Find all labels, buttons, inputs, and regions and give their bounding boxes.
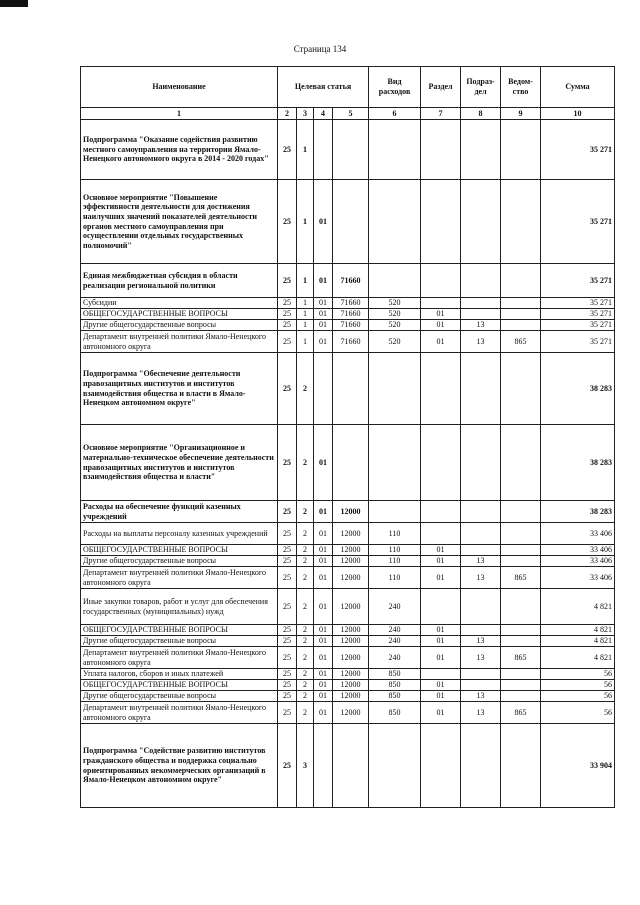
cell-c3: 2 (297, 647, 314, 669)
cell-c3: 2 (297, 501, 314, 523)
cell-name: Департамент внутренней политики Ямало-Ненецкого автономного округа (81, 331, 278, 353)
cell-c5: 12000 (333, 589, 369, 625)
cell-c3: 2 (297, 625, 314, 636)
cell-c3: 2 (297, 691, 314, 702)
cell-c4: 01 (314, 556, 333, 567)
cell-c5: 12000 (333, 523, 369, 545)
cell-sum: 35 271 (541, 298, 615, 309)
cell-c4: 01 (314, 264, 333, 298)
cell-vid: 520 (369, 309, 421, 320)
cell-c2: 25 (278, 298, 297, 309)
cell-c4: 01 (314, 647, 333, 669)
cell-podrazdel: 13 (461, 691, 501, 702)
cell-ved (501, 180, 541, 264)
cell-vid: 520 (369, 320, 421, 331)
cell-ved (501, 120, 541, 180)
cell-podrazdel (461, 264, 501, 298)
cell-sum: 4 821 (541, 647, 615, 669)
cell-c2: 25 (278, 625, 297, 636)
cell-vid: 110 (369, 523, 421, 545)
cell-c5: 12000 (333, 669, 369, 680)
cell-vid: 850 (369, 669, 421, 680)
cell-ved (501, 589, 541, 625)
table-row (81, 647, 615, 669)
cell-c5 (333, 180, 369, 264)
column-number: 9 (501, 108, 541, 120)
cell-sum: 56 (541, 669, 615, 680)
cell-ved: 865 (501, 567, 541, 589)
table-row (81, 320, 615, 331)
cell-razdel: 01 (421, 545, 461, 556)
cell-c5 (333, 353, 369, 425)
cell-c2: 25 (278, 309, 297, 320)
cell-podrazdel (461, 545, 501, 556)
cell-c4: 01 (314, 691, 333, 702)
cell-ved (501, 680, 541, 691)
cell-podrazdel: 13 (461, 320, 501, 331)
cell-c4 (314, 353, 333, 425)
cell-podrazdel: 13 (461, 647, 501, 669)
cell-vid (369, 180, 421, 264)
cell-name: Иные закупки товаров, работ и услуг для обеспечения государственных (муниципальных) нужд (81, 589, 278, 625)
table-row (81, 556, 615, 567)
table-row (81, 545, 615, 556)
cell-sum: 35 271 (541, 309, 615, 320)
cell-name: Субсидии (81, 298, 278, 309)
cell-c3: 2 (297, 636, 314, 647)
cell-c4: 01 (314, 523, 333, 545)
cell-c5 (333, 724, 369, 808)
cell-c5: 71660 (333, 331, 369, 353)
cell-vid: 240 (369, 636, 421, 647)
cell-razdel (421, 589, 461, 625)
cell-c4: 01 (314, 669, 333, 680)
cell-vid (369, 120, 421, 180)
table-row (81, 120, 615, 180)
cell-podrazdel (461, 724, 501, 808)
cell-podrazdel: 13 (461, 556, 501, 567)
cell-razdel (421, 180, 461, 264)
cell-c4: 01 (314, 589, 333, 625)
cell-ved (501, 669, 541, 680)
column-number: 2 (278, 108, 297, 120)
cell-c2: 25 (278, 680, 297, 691)
column-number: 10 (541, 108, 615, 120)
cell-c4: 01 (314, 309, 333, 320)
cell-sum: 38 283 (541, 425, 615, 501)
column-number: 4 (314, 108, 333, 120)
cell-vid: 110 (369, 545, 421, 556)
cell-c2: 25 (278, 669, 297, 680)
cell-c3: 2 (297, 545, 314, 556)
page-number: Страница 134 (293, 44, 347, 54)
cell-podrazdel (461, 120, 501, 180)
column-number: 6 (369, 108, 421, 120)
cell-c3: 1 (297, 331, 314, 353)
cell-ved (501, 353, 541, 425)
cell-podrazdel (461, 680, 501, 691)
cell-name: Единая межбюджетная субсидия в области реализации региональной политики (81, 264, 278, 298)
cell-c5 (333, 120, 369, 180)
table-row (81, 523, 615, 545)
cell-name: ОБЩЕГОСУДАРСТВЕННЫЕ ВОПРОСЫ (81, 625, 278, 636)
cell-vid (369, 425, 421, 501)
cell-podrazdel (461, 523, 501, 545)
cell-c5: 12000 (333, 625, 369, 636)
cell-c2: 25 (278, 636, 297, 647)
table-row (81, 309, 615, 320)
cell-sum: 4 821 (541, 589, 615, 625)
column-number: 3 (297, 108, 314, 120)
cell-sum: 4 821 (541, 625, 615, 636)
cell-razdel (421, 353, 461, 425)
cell-razdel (421, 425, 461, 501)
cell-razdel: 01 (421, 331, 461, 353)
cell-c3: 2 (297, 567, 314, 589)
table-row (81, 625, 615, 636)
cell-vid: 240 (369, 625, 421, 636)
cell-c2: 25 (278, 331, 297, 353)
column-number: 8 (461, 108, 501, 120)
cell-razdel: 01 (421, 691, 461, 702)
cell-c5: 12000 (333, 636, 369, 647)
cell-podrazdel (461, 298, 501, 309)
header-name: Наименование (81, 67, 278, 108)
table-row (81, 567, 615, 589)
cell-c4: 01 (314, 680, 333, 691)
cell-sum: 38 283 (541, 501, 615, 523)
cell-name: Основное мероприятие "Повышение эффективности деятельности для достижения наилучших значений показателей деятельности органов местного самоуправления при осуществлении отдельных государственных полномочий" (81, 180, 278, 264)
cell-sum: 4 821 (541, 636, 615, 647)
cell-podrazdel: 13 (461, 636, 501, 647)
table-row (81, 353, 615, 425)
table-row (81, 589, 615, 625)
cell-c5: 71660 (333, 309, 369, 320)
cell-ved: 865 (501, 331, 541, 353)
cell-c5: 12000 (333, 556, 369, 567)
cell-c3: 1 (297, 320, 314, 331)
cell-vid (369, 264, 421, 298)
cell-c3: 1 (297, 180, 314, 264)
cell-name: ОБЩЕГОСУДАРСТВЕННЫЕ ВОПРОСЫ (81, 309, 278, 320)
cell-ved (501, 724, 541, 808)
cell-c2: 25 (278, 691, 297, 702)
cell-c2: 25 (278, 647, 297, 669)
cell-name: Подпрограмма "Содействие развитию институтов гражданского общества и поддержка социально ориентированных некоммерческих организаций в Ямало-Ненецком автономном округе" (81, 724, 278, 808)
cell-c4 (314, 120, 333, 180)
cell-c3: 2 (297, 680, 314, 691)
cell-ved (501, 425, 541, 501)
cell-c4: 01 (314, 320, 333, 331)
cell-c4: 01 (314, 501, 333, 523)
cell-vid: 240 (369, 589, 421, 625)
cell-razdel: 01 (421, 320, 461, 331)
cell-name: Расходы на выплаты персоналу казенных учреждений (81, 523, 278, 545)
cell-c3: 2 (297, 425, 314, 501)
cell-c5: 71660 (333, 298, 369, 309)
cell-vid: 850 (369, 691, 421, 702)
cell-c4: 01 (314, 425, 333, 501)
column-number: 5 (333, 108, 369, 120)
cell-name: Другие общегосударственные вопросы (81, 556, 278, 567)
cell-podrazdel (461, 625, 501, 636)
cell-vid: 850 (369, 702, 421, 724)
cell-razdel (421, 724, 461, 808)
cell-podrazdel (461, 309, 501, 320)
cell-razdel: 01 (421, 309, 461, 320)
cell-vid (369, 501, 421, 523)
cell-razdel (421, 669, 461, 680)
cell-sum: 35 271 (541, 180, 615, 264)
cell-razdel (421, 264, 461, 298)
cell-podrazdel (461, 669, 501, 680)
cell-ved (501, 545, 541, 556)
table-row (81, 264, 615, 298)
cell-c4: 01 (314, 331, 333, 353)
cell-sum: 38 283 (541, 353, 615, 425)
cell-c2: 25 (278, 545, 297, 556)
cell-c2: 25 (278, 353, 297, 425)
cell-podrazdel (461, 180, 501, 264)
cell-c2: 25 (278, 724, 297, 808)
cell-c2: 25 (278, 556, 297, 567)
cell-c2: 25 (278, 702, 297, 724)
table-row (81, 724, 615, 808)
cell-vid (369, 353, 421, 425)
column-number-row (81, 108, 615, 120)
cell-c2: 25 (278, 589, 297, 625)
table-row (81, 298, 615, 309)
column-number: 1 (81, 108, 278, 120)
cell-podrazdel: 13 (461, 702, 501, 724)
cell-name: Другие общегосударственные вопросы (81, 691, 278, 702)
cell-sum: 33 406 (541, 545, 615, 556)
cell-c3: 2 (297, 523, 314, 545)
cell-vid: 520 (369, 298, 421, 309)
header-row (81, 67, 615, 108)
cell-c5: 12000 (333, 545, 369, 556)
cell-razdel: 01 (421, 567, 461, 589)
cell-c4: 01 (314, 180, 333, 264)
header-vedomstvo: Ведом-ство (501, 67, 541, 108)
cell-name: Расходы на обеспечение функций казенных учреждений (81, 501, 278, 523)
cell-razdel (421, 120, 461, 180)
header-target: Целевая статья (278, 67, 369, 108)
cell-razdel (421, 523, 461, 545)
table-row (81, 180, 615, 264)
cell-c5: 12000 (333, 501, 369, 523)
cell-c5: 12000 (333, 691, 369, 702)
column-number: 7 (421, 108, 461, 120)
cell-c2: 25 (278, 120, 297, 180)
cell-razdel (421, 298, 461, 309)
cell-vid: 850 (369, 680, 421, 691)
table-row (81, 691, 615, 702)
cell-ved (501, 501, 541, 523)
cell-podrazdel (461, 501, 501, 523)
cell-c4: 01 (314, 545, 333, 556)
cell-vid: 520 (369, 331, 421, 353)
table-row (81, 669, 615, 680)
cell-razdel: 01 (421, 636, 461, 647)
cell-c3: 3 (297, 724, 314, 808)
cell-c3: 2 (297, 589, 314, 625)
table-row (81, 425, 615, 501)
header-podrazdel: Подраз-дел (461, 67, 501, 108)
cell-sum: 35 271 (541, 331, 615, 353)
cell-c2: 25 (278, 425, 297, 501)
cell-sum: 56 (541, 680, 615, 691)
cell-c5: 12000 (333, 647, 369, 669)
scan-mark (0, 0, 28, 7)
cell-razdel: 01 (421, 680, 461, 691)
cell-c2: 25 (278, 264, 297, 298)
cell-ved (501, 556, 541, 567)
cell-c5: 12000 (333, 702, 369, 724)
cell-c4: 01 (314, 567, 333, 589)
cell-c3: 1 (297, 120, 314, 180)
cell-c2: 25 (278, 180, 297, 264)
cell-ved (501, 636, 541, 647)
cell-c4: 01 (314, 625, 333, 636)
cell-ved (501, 523, 541, 545)
cell-ved: 865 (501, 702, 541, 724)
cell-c2: 25 (278, 523, 297, 545)
cell-c5 (333, 425, 369, 501)
cell-c2: 25 (278, 501, 297, 523)
cell-razdel: 01 (421, 702, 461, 724)
cell-sum: 35 271 (541, 320, 615, 331)
cell-c2: 25 (278, 320, 297, 331)
cell-c5: 12000 (333, 567, 369, 589)
cell-sum: 33 406 (541, 523, 615, 545)
cell-c3: 1 (297, 309, 314, 320)
cell-podrazdel: 13 (461, 331, 501, 353)
cell-razdel: 01 (421, 556, 461, 567)
cell-c5: 71660 (333, 320, 369, 331)
cell-ved (501, 298, 541, 309)
cell-sum: 33 904 (541, 724, 615, 808)
cell-sum: 35 271 (541, 264, 615, 298)
cell-podrazdel (461, 425, 501, 501)
cell-vid: 110 (369, 556, 421, 567)
cell-ved (501, 625, 541, 636)
cell-razdel (421, 501, 461, 523)
cell-c3: 2 (297, 702, 314, 724)
cell-name: Департамент внутренней политики Ямало-Ненецкого автономного округа (81, 702, 278, 724)
cell-c3: 2 (297, 669, 314, 680)
cell-name: Департамент внутренней политики Ямало-Ненецкого автономного округа (81, 647, 278, 669)
cell-ved (501, 264, 541, 298)
cell-c3: 2 (297, 556, 314, 567)
cell-vid (369, 724, 421, 808)
cell-name: ОБЩЕГОСУДАРСТВЕННЫЕ ВОПРОСЫ (81, 680, 278, 691)
cell-name: Подпрограмма "Обеспечение деятельности правозащитных институтов и институтов взаимодействия общества и власти в Ямало-Ненецком автономном округе" (81, 353, 278, 425)
table-row (81, 636, 615, 647)
table-row (81, 702, 615, 724)
cell-sum: 35 271 (541, 120, 615, 180)
cell-sum: 56 (541, 691, 615, 702)
cell-c4 (314, 724, 333, 808)
header-summa: Сумма (541, 67, 615, 108)
cell-vid: 110 (369, 567, 421, 589)
table-body (81, 120, 615, 808)
cell-c5: 12000 (333, 680, 369, 691)
cell-ved (501, 309, 541, 320)
cell-c3: 2 (297, 353, 314, 425)
table-row (81, 331, 615, 353)
cell-name: Подпрограмма "Оказание содействия развитию местного самоуправления на территории Ямало-Ненецкого автономного округа в 2014 - 2020 годах" (81, 120, 278, 180)
cell-name: ОБЩЕГОСУДАРСТВЕННЫЕ ВОПРОСЫ (81, 545, 278, 556)
cell-sum: 33 406 (541, 567, 615, 589)
cell-sum: 56 (541, 702, 615, 724)
cell-c3: 1 (297, 298, 314, 309)
cell-name: Другие общегосударственные вопросы (81, 320, 278, 331)
cell-razdel: 01 (421, 625, 461, 636)
cell-name: Департамент внутренней политики Ямало-Ненецкого автономного округа (81, 567, 278, 589)
cell-c4: 01 (314, 702, 333, 724)
cell-c5: 71660 (333, 264, 369, 298)
cell-name: Другие общегосударственные вопросы (81, 636, 278, 647)
cell-name: Основное мероприятие "Организационное и материально-техническое обеспечение деятельности правозащитных институтов и институтов взаимодействия общества и власти" (81, 425, 278, 501)
header-vid: Вид расходов (369, 67, 421, 108)
cell-name: Уплата налогов, сборов и иных платежей (81, 669, 278, 680)
cell-vid: 240 (369, 647, 421, 669)
cell-podrazdel (461, 589, 501, 625)
cell-c3: 1 (297, 264, 314, 298)
table-row (81, 680, 615, 691)
cell-podrazdel (461, 353, 501, 425)
cell-sum: 33 406 (541, 556, 615, 567)
cell-ved (501, 691, 541, 702)
table-row (81, 501, 615, 523)
cell-c2: 25 (278, 567, 297, 589)
cell-ved: 865 (501, 647, 541, 669)
cell-podrazdel: 13 (461, 567, 501, 589)
cell-ved (501, 320, 541, 331)
cell-c4: 01 (314, 636, 333, 647)
cell-razdel: 01 (421, 647, 461, 669)
cell-c4: 01 (314, 298, 333, 309)
header-razdel: Раздел (421, 67, 461, 108)
budget-table (80, 66, 615, 808)
